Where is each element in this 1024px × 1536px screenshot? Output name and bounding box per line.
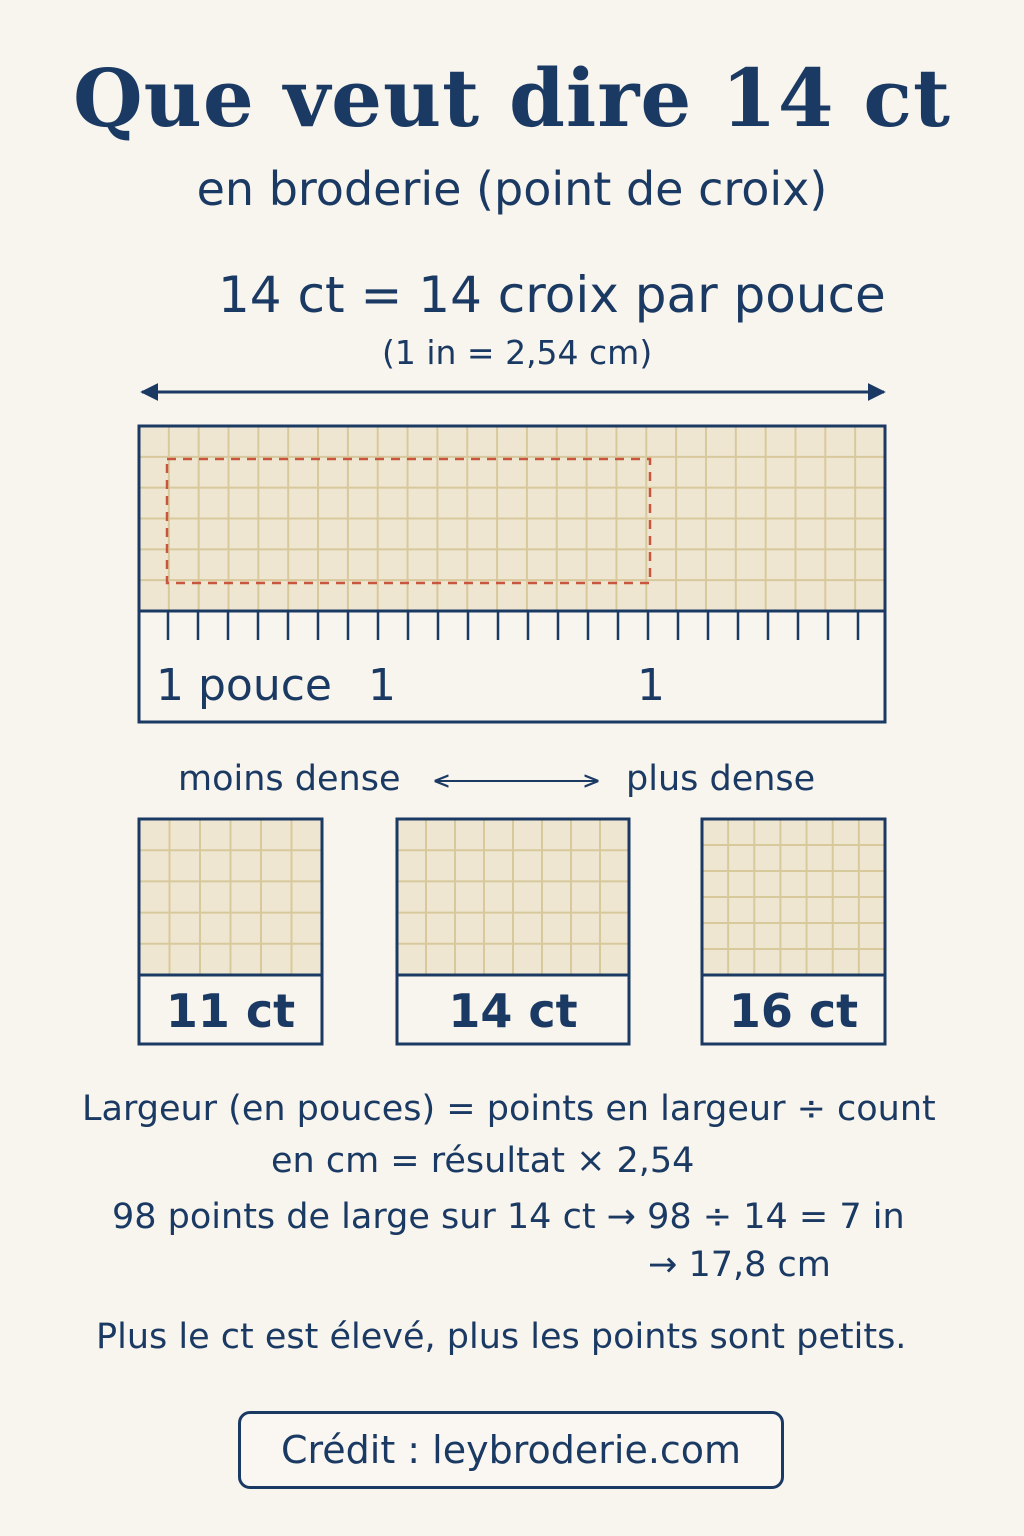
credit-text: Crédit : leybroderie.com — [280, 1428, 742, 1472]
more-dense-label: plus dense — [626, 759, 816, 799]
less-dense-label: moins dense — [178, 759, 401, 799]
formula-width-cm: en cm = résultat × 2,54 — [271, 1141, 695, 1181]
swatch-label-11ct: 11 ct — [165, 984, 296, 1038]
credit-box — [238, 1411, 784, 1489]
ruler-label-mid: 1 — [368, 660, 396, 711]
ruler-label-pouce: 1 pouce — [156, 660, 332, 711]
swatch-label-16ct: 16 ct — [728, 984, 859, 1038]
inch-conversion-note: (1 in = 2,54 cm) — [382, 333, 653, 372]
count-definition: 14 ct = 14 croix par pouce — [218, 266, 886, 324]
ruler-label-right: 1 — [637, 660, 665, 711]
density-note: Plus le ct est élevé, plus les points sont petits. — [96, 1317, 907, 1357]
example-calculation: 98 points de large sur 14 ct → 98 ÷ 14 = 7 in — [112, 1197, 905, 1237]
example-result-cm: → 17,8 cm — [648, 1245, 831, 1285]
swatch-label-14ct: 14 ct — [448, 984, 578, 1038]
page-subtitle: en broderie (point de croix) — [196, 162, 828, 216]
formula-width-inches: Largeur (en pouces) = points en largeur ÷ count — [82, 1089, 936, 1129]
page-title: Que veut dire 14 ct — [72, 51, 952, 145]
